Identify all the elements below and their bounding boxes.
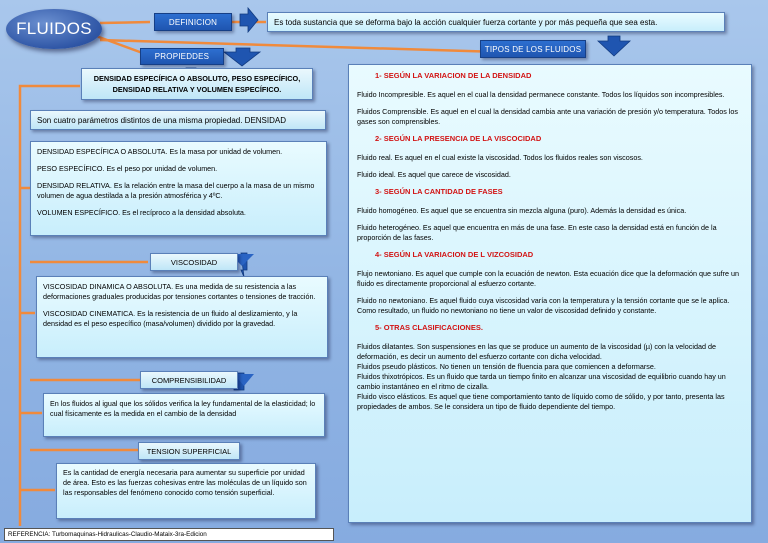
definicion-box — [267, 12, 725, 32]
propiedades-heading-box — [81, 68, 313, 100]
tipos-section-heading: 4- SEGÚN LA VARIACION DE L VIZCOSIDAD — [375, 250, 534, 259]
tipos-item: Fluido homogéneo. Es aquel que se encuentra sin mezcla alguna (puro). Además la densidad es única. — [357, 206, 687, 215]
definicion-text: Es toda sustancia que se deforma bajo la acción cualquier fuerza cortante y por más pequeña que sea esta. — [274, 18, 658, 27]
tipos-item: Fluido ideal. Es aquel que carece de viscosidad. — [357, 170, 511, 179]
densidad-box — [30, 141, 327, 236]
tipos-panel — [348, 64, 752, 523]
tipos-item: Fluido real. Es aquel en el cual existe la viscosidad. Todos los fluidos reales son viscosos. — [357, 153, 643, 162]
viscosidad-label — [150, 253, 238, 271]
tipos-section-heading: 5- OTRAS CLASIFICACIONES. — [375, 323, 483, 332]
tipos-item: Fluidos Comprensible. Es aquel en el cual la densidad cambia ante una variación de presión y/o temperatura. Todos los gases son comprensibles. — [357, 107, 739, 126]
connector-title-definicion — [100, 22, 150, 23]
tipos-section-heading: 1- SEGÚN LA VARIACION DE LA DENSIDAD — [375, 71, 532, 80]
tipos-item: Fluidos thixotrópicos. Es un fluido que tarda un tiempo finito en alcanzar una viscosidad de equilibrio cuando hay un cambio instantáneo en el ritmo de cizalla. — [357, 372, 726, 391]
definicion-label — [154, 13, 232, 31]
compresibilidad-text: En los fluidos al igual que los sólidos verifica la ley fundamental de la elasticidad; lo cual físicamente es la medida en el cambio de la densidad — [50, 399, 316, 418]
tipos-label-text: TIPOS DE LOS FLUIDOS — [484, 44, 582, 54]
tension-label-text: TENSION SUPERFICIAL — [146, 446, 232, 456]
viscosidad-box — [36, 276, 328, 358]
densidad-item: DENSIDAD ESPECÍFICA O ABSOLUTA. Es la masa por unidad de volumen. — [37, 147, 283, 156]
propiedades-summary: Son cuatro parámetros distintos de una misma propiedad. DENSIDAD — [37, 115, 287, 125]
tipos-section-heading: 2- SEGÚN LA PRESENCIA DE LA VISCOCIDAD — [375, 134, 542, 143]
arrow-down-icon — [224, 48, 260, 66]
densidad-item: DENSIDAD RELATIVA. Es la relación entre la masa del cuerpo a la masa de un mismo volumen de agua destilada a la presión atmosférica y 4ºC. — [37, 181, 315, 200]
tipos-item: Fluido Incompresible. Es aquel en el cual la densidad permanece constante. Todos los líquidos son incompresibles. — [357, 90, 725, 99]
viscosidad-item: VISCOSIDAD DINAMICA O ABSOLUTA. Es una medida de su resistencia a las deformaciones graduales producidas por tensiones cortantes o tensiones de tracción. — [43, 282, 316, 301]
tipos-section-heading: 3- SEGÚN LA CANTIDAD DE FASES — [375, 187, 503, 196]
viscosidad-label-text: VISCOSIDAD — [170, 257, 218, 267]
tipos-item: Fluido no newtoniano. Es aquel fluido cuya viscosidad varía con la temperatura y la tensión cortante que se le aplica. Como resultado, un fluido no newtoniano no tiene un valor de viscosidad definido y constante. — [357, 296, 730, 315]
arrow-down-icon — [598, 36, 630, 56]
title-ellipse — [6, 9, 102, 49]
tipos-label — [480, 40, 586, 58]
referencia-box — [4, 528, 334, 541]
tension-text: Es la cantidad de energía necesaria para aumentar su superficie por unidad de área. Esto es las fuerzas cohesivas entre las moléculas de un líquido son las responsables del fenómeno conocido como tensión superficial. — [63, 468, 307, 497]
viscosidad-item: VISCOSIDAD CINEMATICA. Es la resistencia de un fluido al deslizamiento, y la densidad es el peso específico (masa/volumen) dividido por la gravedad. — [43, 309, 298, 328]
densidad-item: VOLUMEN ESPECÍFICO. Es el recíproco a la densidad absoluta. — [37, 208, 246, 217]
tipos-item: Fluidos pseudo plásticos. No tienen un tensión de fluencia para que comiencen a deformarse. — [357, 362, 656, 371]
referencia-text: REFERENCIA: Turbomaquinas-Hidraulicas-Claudio-Mataix-3ra-Edicion — [8, 531, 207, 538]
tipos-item: Fluidos dilatantes. Son suspensiones en las que se produce un aumento de la viscosidad (µ) con la velocidad de deformación, es decir un aumento del esfuerzo cortante con dicha velocidad. — [357, 342, 716, 361]
tipos-item: Flujo newtoniano. Es aquel que cumple con la ecuación de newton. Esta ecuación dice que la deformación que sufre un fluido es directamente proporcional al esfuerzo cortante. — [357, 269, 739, 288]
propiedades-label-text: PROPIEDDES — [154, 52, 210, 61]
tension-label — [138, 442, 240, 460]
propiedades-heading: DENSIDAD ESPECÍFICA O ABSOLUTO, PESO ESPECÍFICO, DENSIDAD RELATIVA Y VOLUMEN ESPECÍFICO. — [93, 74, 301, 94]
densidad-item: PESO ESPECÍFICO. Es el peso por unidad de volumen. — [37, 164, 218, 173]
tension-box — [56, 463, 316, 519]
tipos-item: Fluido heterogéneo. Es aquel que encuentra en más de una fase. En este caso la densidad está en función de la proporción de las fases. — [357, 223, 717, 242]
propiedades-label — [140, 48, 224, 65]
definicion-label-text: DEFINICION — [168, 17, 218, 27]
compresibilidad-box — [43, 393, 325, 437]
compresibilidad-label — [140, 371, 238, 389]
page-title: FLUIDOS — [16, 19, 92, 38]
compresibilidad-label-text: COMPRENSIBILIDAD — [151, 375, 227, 385]
propiedades-summary-box — [30, 110, 326, 130]
arrow-right-icon — [240, 8, 258, 32]
tipos-item: Fluido visco elásticos. Es aquel que tiene comportamiento tanto de líquido como de sólido, y por tanto, presenta las propiedades de ambos. Se le considera un tipo de fluido dependiente del tiempo. — [357, 392, 725, 411]
